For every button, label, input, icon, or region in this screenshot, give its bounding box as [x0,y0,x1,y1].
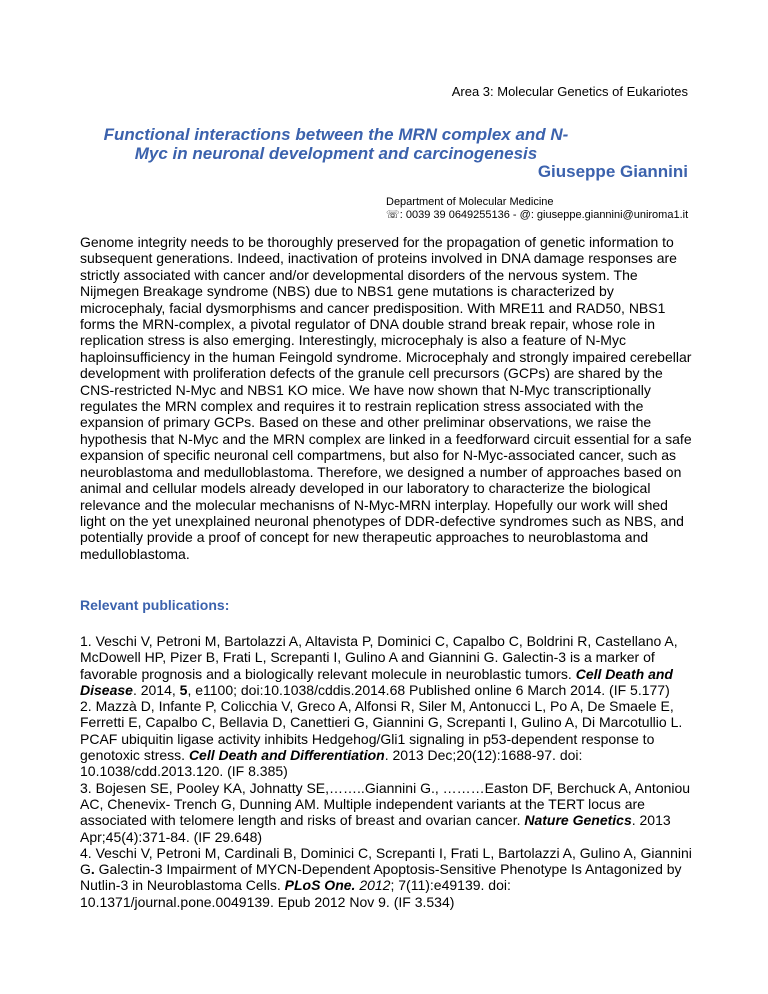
publication-text: , e1100; doi:10.1038/cddis.2014.68 Published online 6 March 2014. (IF 5.177) [187,681,670,698]
publication-item [80,633,692,698]
author-dot: . [90,861,95,878]
journal-name: Nature Genetics [524,812,632,829]
affiliation-block [386,196,688,222]
publications-heading: Relevant publications: [80,597,230,613]
publication-item [80,698,692,779]
volume-number: 5 [179,681,188,698]
area-label: Area 3: Molecular Genetics of Eukariotes [451,84,688,99]
abstract-text: Genome integrity needs to be thoroughly preserved for the propagation of genetic information to subsequent generations. Indeed, inactivation of proteins involved in DNA damage responses are strictly associated with cancer and/or developmental disorders of the nervous system. The Nijmegen Breakage syndrome (NBS) due to NBS1 gene mutations is characterized by microcephaly, facial dysmorphisms and cancer predisposition. With MRE11 and RAD50, NBS1 forms the MRN-complex, a pivotal regulator of DNA double strand break repair, whose role in replication stress is also emerging. Interestingly, microcephaly is also a feature of N-Myc haploinsufficiency in the human Feingold syndrome. Microcephaly and strongly impaired cerebellar development with proliferation defects of the granule cell precursors (GCPs) are shared by the CNS-restricted N-Myc and NBS1 KO mice. We have now shown that N-Myc transcriptionally regulates the MRN complex and requires it to restrain replication stress associated with the expansion of primary GCPs. Based on these and other preliminar observations, we raise the hypothesis that N-Myc and the MRN complex are linked in a feedforward circuit essential for a safe expansion of specific neuronal cell compartmens, but also for N-Myc-associated cancer, such as neuroblastoma and medulloblastoma. Therefore, we designed a number of approaches based on animal and cellular models already developed in our laboratory to characterize the biological relevance and the molecular mechanisns of N-Myc-MRN interplay. Hopefully our work will shed light on the yet unexplained neuronal phenotypes of DDR-defective syndromes such as NBS, and potentially provide a proof of concept for new therapeutic approaches to neuroblastoma and medulloblastoma. [80,234,692,562]
journal-name: PLoS One. [284,877,356,894]
publication-text: ; 7(11):e49139. doi: 10.1371/journal.pone.0049139. Epub 2012 Nov 9. (IF 3.534) [80,877,511,910]
journal-name: Cell Death and Differentiation [188,747,385,764]
publication-item [80,780,692,845]
publication-text: 1. Veschi V, Petroni M, Bartolazzi A, Altavista P, Dominici C, Capalbo C, Boldrini R, Castellano A, McDowell HP, Pizer B, Frati L, Screpanti I, Gulino A and Giannini G. Galectin-3 is a marker of favorable prognosis and a biologically relevant molecule in neuroblastic tumors. [80,633,678,682]
publications-list [80,633,692,910]
publication-text: 2. Mazzà D, Infante P, Colicchia V, Greco A, Alfonsi R, Siler M, Antonucci L, Po A, De Smaele E, Ferretti E, Capalbo C, Bellavia D, Canettieri G, Giannini G, Screpanti I, Gulino A, Di Marcotullio L. PCAF ubiquitin ligase activity inhibits Hedgehog/Gli1 signaling in p53-dependent response to genotoxic stress. [80,698,683,764]
phone-icon: ☏ [386,209,400,221]
author-name: Giuseppe Giannini [537,162,688,181]
publication-text: . 2014, [132,681,180,698]
publication-item [80,845,692,910]
contact-line [386,209,688,222]
contact-details: : 0039 39 0649255136 - @: giuseppe.giannini@uniroma1.it [399,209,689,221]
journal-name: Cell Death and Disease [80,665,673,698]
department-name: Department of Molecular Medicine [386,196,554,208]
publication-year: 2012 [355,877,391,894]
publication-text: Galectin-3 Impairment of MYCN-Dependent Apoptosis-Sensitive Phenotype Is Antagonized by Nutlin-3 in Neuroblastoma Cells. [80,861,682,894]
document-title: Functional interactions between the MRN complex and N-Myc in neuronal development and carcinogenesis [103,125,569,163]
publication-text: 3. Bojesen SE, Pooley KA, Johnatty SE,……..Giannini G., ………Easton DF, Berchuck A, Antoniou AC, Chenevix- Trench G, Dunning AM. Multiple independent variants at the TERT locus are associated with telomere length and risks of breast and ovarian cancer. [80,779,691,829]
publication-text: . 2013 Dec;20(12):1688-97. doi: 10.1038/cdd.2013.120. (IF 8.385) [80,747,583,780]
abstract [80,234,692,562]
publication-text: 4. Veschi V, Petroni M, Cardinali B, Dominici C, Screpanti I, Frati L, Bartolazzi A, Gulino A, Giannini G [80,844,692,878]
publication-text: . 2013 Apr;45(4):371-84. (IF 29.648) [80,812,671,845]
